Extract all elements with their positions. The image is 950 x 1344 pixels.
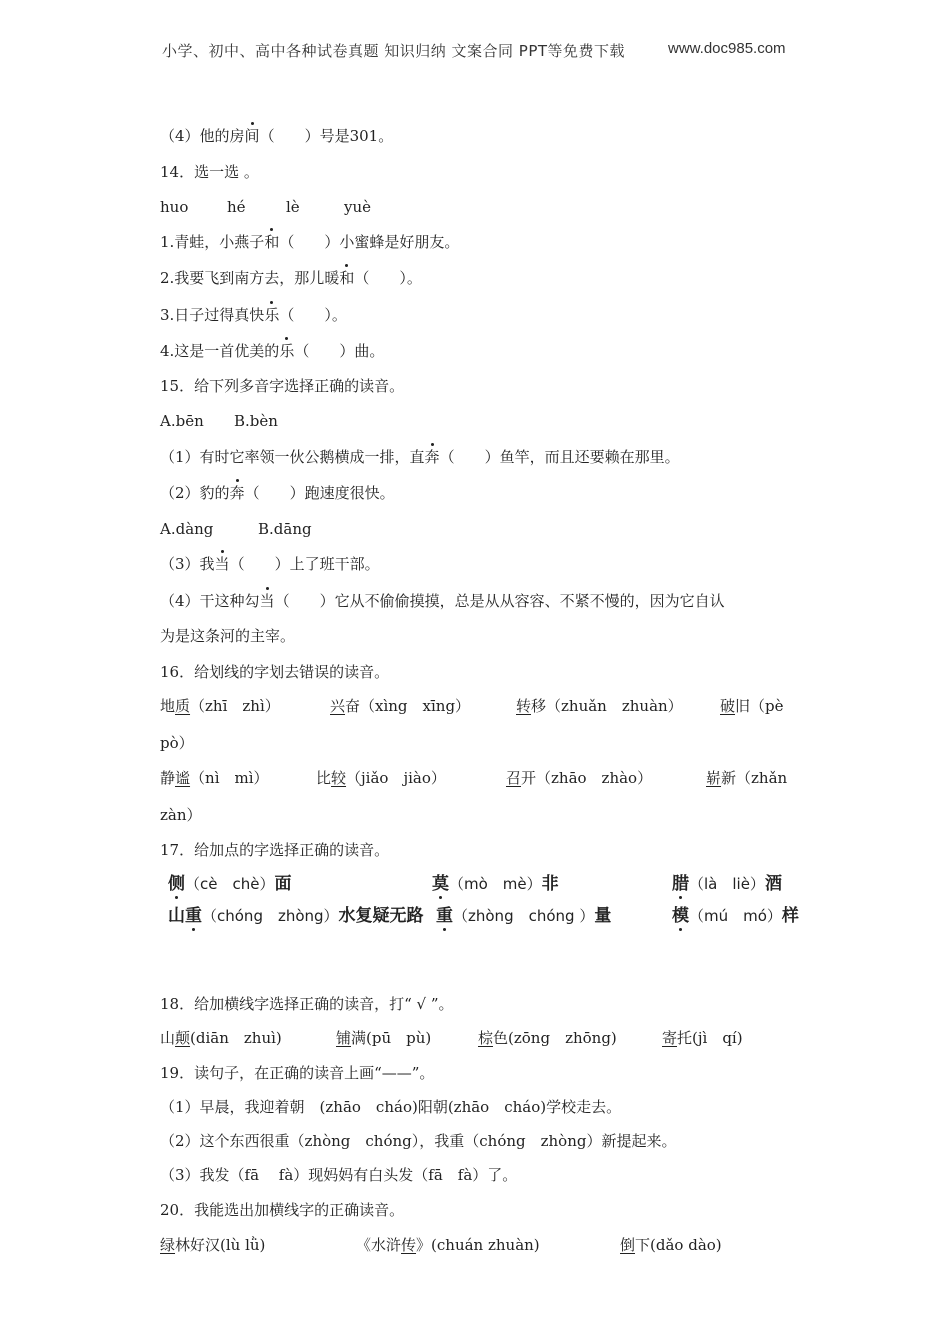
dotted-char: 乐 <box>279 342 295 360</box>
q17-title: 17．给加点的字选择正确的读音。 <box>160 841 390 859</box>
q16-item-2: 兴奋（xìng xīng） <box>330 697 471 715</box>
q15-sentence-1: （1）有时它率领一伙公鹅横成一排，直奔（ ）鱼竿，而且还要赖在那里。 <box>160 448 680 466</box>
q16-item-4-cont: pò） <box>160 734 194 752</box>
underlined-char: 质 <box>175 697 191 715</box>
q19-sentence-1: （1）早晨，我迎着朝 (zhāo cháo)阳朝(zhāo cháo)学校走去。 <box>160 1098 622 1116</box>
dotted-char: 模 <box>672 906 689 926</box>
page-header <box>0 40 950 62</box>
q20-title: 20．我能选出加横线字的正确读音。 <box>160 1201 405 1219</box>
underlined-char: 转 <box>516 697 532 715</box>
q16-item-8: 崭新（zhǎn <box>706 769 788 787</box>
q19-sentence-3: （3）我发（fā fà）现妈妈有白头发（fā fà）了。 <box>160 1166 518 1184</box>
q17-item-4: 山重（chóng zhòng）水复疑无路 <box>168 906 424 926</box>
q14-title: 14．选一选 。 <box>160 163 259 181</box>
q17-item-6: 模（mú mó）样 <box>672 906 799 926</box>
underlined-char: 兴 <box>330 697 346 715</box>
q14-sentence-1: 1.青蛙，小燕子和（ ）小蜜蜂是好朋友。 <box>160 233 460 251</box>
q17-item-3: 腊（là liè）酒 <box>672 874 782 894</box>
q15-sentence-4-cont: 为是这条河的主宰。 <box>160 627 296 645</box>
q20-item-2: 《水浒传》(chuán zhuàn) <box>356 1236 540 1254</box>
q16-item-3: 转移（zhuǎn zhuàn） <box>516 697 683 715</box>
q16-item-7: 召开（zhāo zhào） <box>506 769 653 787</box>
dotted-char: 当 <box>259 592 275 610</box>
q19-title: 19．读句子，在正确的读音上画“——”。 <box>160 1064 435 1082</box>
q14-sentence-4: 4.这是一首优美的乐（ ）曲。 <box>160 342 385 360</box>
dotted-char: 莫 <box>432 874 449 894</box>
underlined-char: 传 <box>401 1236 417 1254</box>
q14-pinyin-2: hé <box>227 198 246 216</box>
dotted-char: 重 <box>436 906 453 926</box>
q16-item-1: 地质（zhī zhì） <box>160 697 280 715</box>
underlined-char: 倒 <box>620 1236 636 1254</box>
q15-option-b1: B.bèn <box>234 412 278 430</box>
q14-pinyin-3: lè <box>286 198 300 216</box>
dotted-char: 侧 <box>168 874 185 894</box>
q20-item-3: 倒下(dǎo dào) <box>620 1236 722 1254</box>
underlined-char: 破 <box>720 697 736 715</box>
q17-item-2: 莫（mò mè）非 <box>432 874 559 894</box>
underlined-char: 棕 <box>478 1029 494 1047</box>
q18-title: 18．给加横线字选择正确的读音，打“ √ ”。 <box>160 995 454 1013</box>
underlined-char: 较 <box>331 769 347 787</box>
q15-sentence-3: （3）我当（ ）上了班干部。 <box>160 555 380 573</box>
underlined-char: 铺 <box>336 1029 352 1047</box>
dotted-char: 间 <box>244 127 260 145</box>
q14-pinyin-1: huo <box>160 198 189 216</box>
q18-item-2: 铺满(pū pù) <box>336 1029 432 1047</box>
dotted-char: 和 <box>264 233 280 251</box>
q15-option-b2: B.dāng <box>258 520 312 538</box>
q16-item-4: 破旧（pè <box>720 697 784 715</box>
q16-title: 16．给划线的字划去错误的读音。 <box>160 663 390 681</box>
q19-sentence-2: （2）这个东西很重（zhòng chóng），我重（chóng zhòng）新提起来。 <box>160 1132 677 1150</box>
underlined-char: 谧 <box>175 769 191 787</box>
dotted-char: 奔 <box>229 484 245 502</box>
underlined-char: 绿 <box>160 1236 176 1254</box>
q15-title: 15．给下列多音字选择正确的读音。 <box>160 377 405 395</box>
q18-item-1: 山颠(diān zhuì) <box>160 1029 282 1047</box>
q14-sentence-3: 3.日子过得真快乐（ ）。 <box>160 306 347 324</box>
q15-option-a2: A.dàng <box>160 520 214 538</box>
dotted-char: 奔 <box>424 448 440 466</box>
q14-sentence-2: 2.我要飞到南方去，那儿暖和（ ）。 <box>160 269 422 287</box>
q17-item-5: 重（zhòng chóng ）量 <box>436 906 612 926</box>
q20-item-1: 绿林好汉(lù lǜ) <box>160 1236 266 1254</box>
q16-item-6: 比较（jiǎo jiào） <box>316 769 446 787</box>
underlined-char: 颠 <box>175 1029 191 1047</box>
header-slogan: 小学、初中、高中各种试卷真题 知识归纳 文案合同 PPT等免费下载 <box>162 42 626 60</box>
q16-item-5: 静谧（nì mì） <box>160 769 269 787</box>
dotted-char: 重 <box>185 906 202 926</box>
q16-item-8-cont: zàn） <box>160 806 202 824</box>
dotted-char: 腊 <box>672 874 689 894</box>
q15-sentence-4: （4）干这种勾当（ ）它从不偷偷摸摸，总是从从容容、不紧不慢的，因为它自认 <box>160 592 725 610</box>
q18-item-3: 棕色(zōng zhōng) <box>478 1029 617 1047</box>
q15-option-a1: A.bēn <box>160 412 204 430</box>
underlined-char: 召 <box>506 769 522 787</box>
underlined-char: 崭 <box>706 769 722 787</box>
q15-sentence-2: （2）豹的奔（ ）跑速度很快。 <box>160 484 395 502</box>
underlined-char: 寄 <box>662 1029 678 1047</box>
dotted-char: 和 <box>339 269 355 287</box>
header-website: www.doc985.com <box>668 40 786 57</box>
q18-item-4: 寄托(jì qí) <box>662 1029 743 1047</box>
q14-pinyin-4: yuè <box>344 198 372 216</box>
q17-item-1: 侧（cè chè）面 <box>168 874 292 894</box>
dotted-char: 乐 <box>264 306 280 324</box>
q13-item-4: （4）他的房间（ ）号是301。 <box>160 127 394 145</box>
dotted-char: 当 <box>214 555 230 573</box>
